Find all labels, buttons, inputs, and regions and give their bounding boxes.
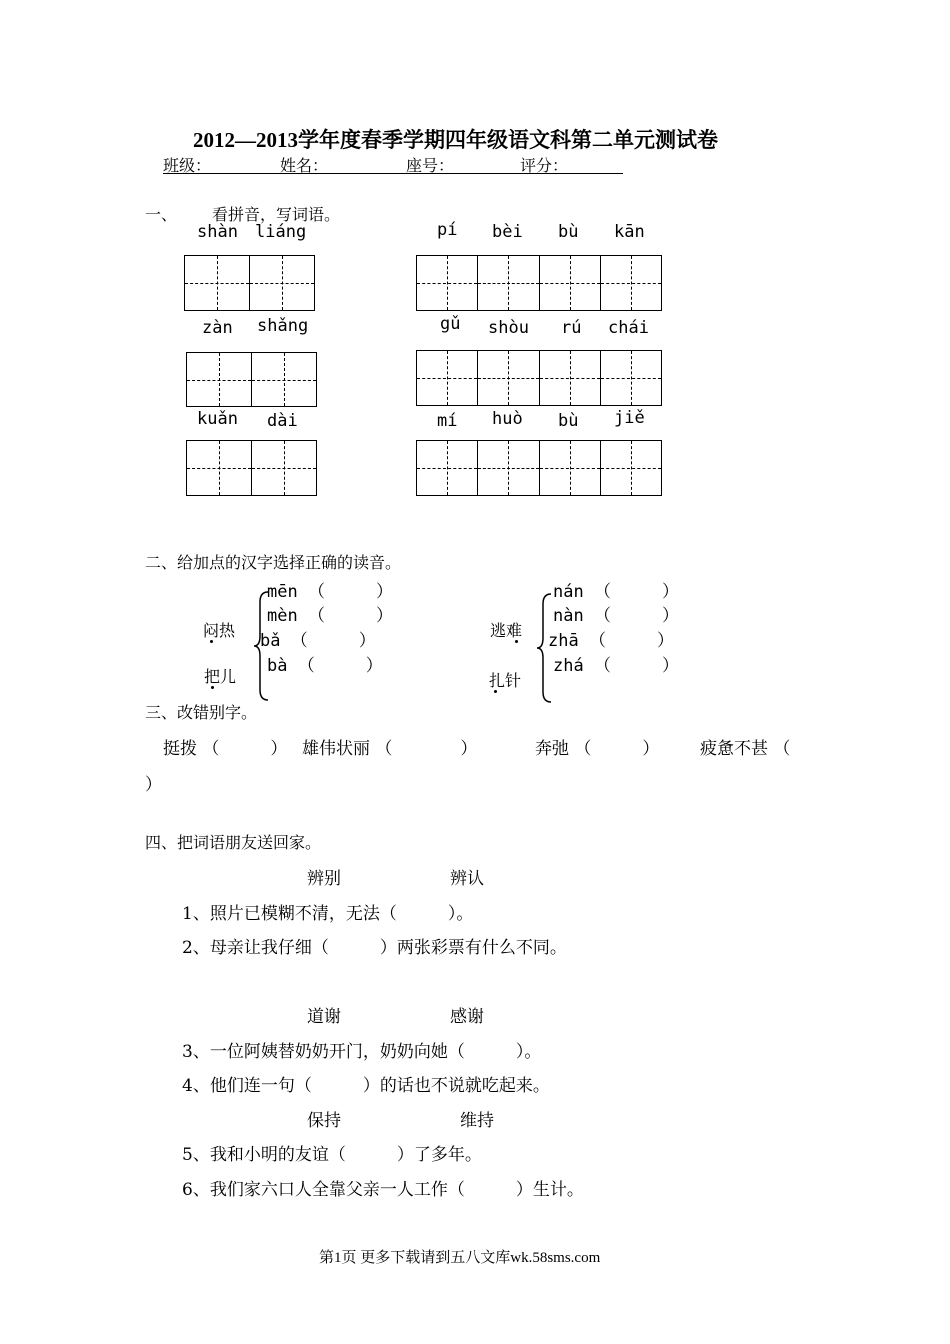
page-footer: 第1页 更多下载请到五八文库wk.58sms.com	[319, 1250, 601, 1266]
correction-item[interactable]: 挺拨 （ ）	[163, 739, 288, 759]
option: bǎ （ ）	[260, 631, 376, 651]
option: zhā （ ）	[548, 631, 674, 651]
student-info-line	[163, 153, 623, 174]
score-label: 评分：	[520, 156, 569, 175]
pinyin: chái	[608, 318, 649, 338]
section1-number: 一、	[145, 205, 178, 224]
name-label: 姓名：	[280, 156, 329, 175]
pinyin: shǎng	[257, 316, 309, 336]
pinyin: dài	[267, 411, 298, 431]
pinyin: shàn	[197, 222, 238, 242]
writing-grid[interactable]	[184, 255, 315, 311]
fill-sentence[interactable]: 4、他们连一句（ ）的话也不说就吃起来。	[182, 1076, 550, 1096]
fill-sentence[interactable]: 6、我们家六口人全靠父亲一人工作（ ）生计。	[182, 1180, 584, 1200]
word-zhazhen: 扎针	[489, 671, 522, 690]
section2-heading: 二、给加点的汉字选择正确的读音。	[145, 553, 402, 572]
writing-grid[interactable]	[186, 440, 317, 496]
correction-item[interactable]: 雄伟状丽 （ ）	[302, 739, 478, 759]
emphasis-dot	[515, 640, 518, 643]
option: nán （ ）	[553, 582, 679, 602]
option: mèn （ ）	[267, 606, 393, 626]
fill-sentence[interactable]: 1、照片已模糊不清，无法（ ）。	[182, 904, 474, 924]
word-choice: 辨别	[307, 869, 341, 889]
option: mēn （ ）	[267, 582, 393, 602]
page-title: 2012—2013学年度春季学期四年级语文科第二单元测试卷	[193, 128, 718, 152]
correction-item-close: ）	[145, 775, 162, 795]
section4-heading: 四、把词语朋友送回家。	[145, 833, 322, 852]
correction-item[interactable]: 奔弛 （ ）	[535, 739, 660, 759]
pinyin: huò	[492, 409, 523, 429]
pinyin: bù	[558, 411, 579, 431]
word-bar: 把儿	[204, 667, 237, 686]
word-menre: 闷热	[203, 621, 236, 640]
pinyin: liáng	[255, 222, 307, 242]
word-choice: 道谢	[307, 1007, 341, 1027]
option: nàn （ ）	[553, 606, 679, 626]
class-label: 班级：	[163, 156, 212, 175]
writing-grid[interactable]	[416, 440, 662, 496]
pinyin: pí	[437, 220, 458, 240]
section1-heading: 看拼音，写词语。	[212, 205, 341, 224]
fill-sentence[interactable]: 2、母亲让我仔细（ ）两张彩票有什么不同。	[182, 938, 567, 958]
word-taonan: 逃难	[490, 621, 523, 640]
pinyin: kān	[614, 222, 645, 242]
pinyin: rú	[561, 318, 582, 338]
correction-item[interactable]: 疲惫不甚 （	[700, 739, 791, 759]
pinyin: jiě	[614, 408, 645, 428]
pinyin: bù	[558, 222, 579, 242]
writing-grid[interactable]	[416, 350, 662, 406]
fill-sentence[interactable]: 3、一位阿姨替奶奶开门，奶奶向她（ ）。	[182, 1042, 542, 1062]
word-choice: 辨认	[450, 869, 484, 889]
emphasis-dot	[211, 686, 214, 689]
word-choice: 感谢	[450, 1007, 484, 1027]
pinyin: zàn	[202, 318, 233, 338]
pinyin: shòu	[488, 318, 529, 338]
option: zhá （ ）	[553, 656, 679, 676]
fill-sentence[interactable]: 5、我和小明的友谊（ ）了多年。	[182, 1145, 482, 1165]
emphasis-dot	[494, 690, 497, 693]
pinyin: gǔ	[440, 314, 461, 334]
emphasis-dot	[210, 640, 213, 643]
seat-label: 座号：	[406, 156, 455, 175]
writing-grid[interactable]	[186, 352, 317, 407]
word-choice: 保持	[307, 1111, 341, 1131]
pinyin: mí	[437, 411, 458, 431]
pinyin: bèi	[492, 222, 523, 242]
writing-grid[interactable]	[416, 255, 662, 311]
section3-heading: 三、改错别字。	[145, 703, 258, 722]
pinyin: kuǎn	[197, 409, 238, 429]
word-choice: 维持	[460, 1111, 494, 1131]
option: bà （ ）	[267, 656, 383, 676]
